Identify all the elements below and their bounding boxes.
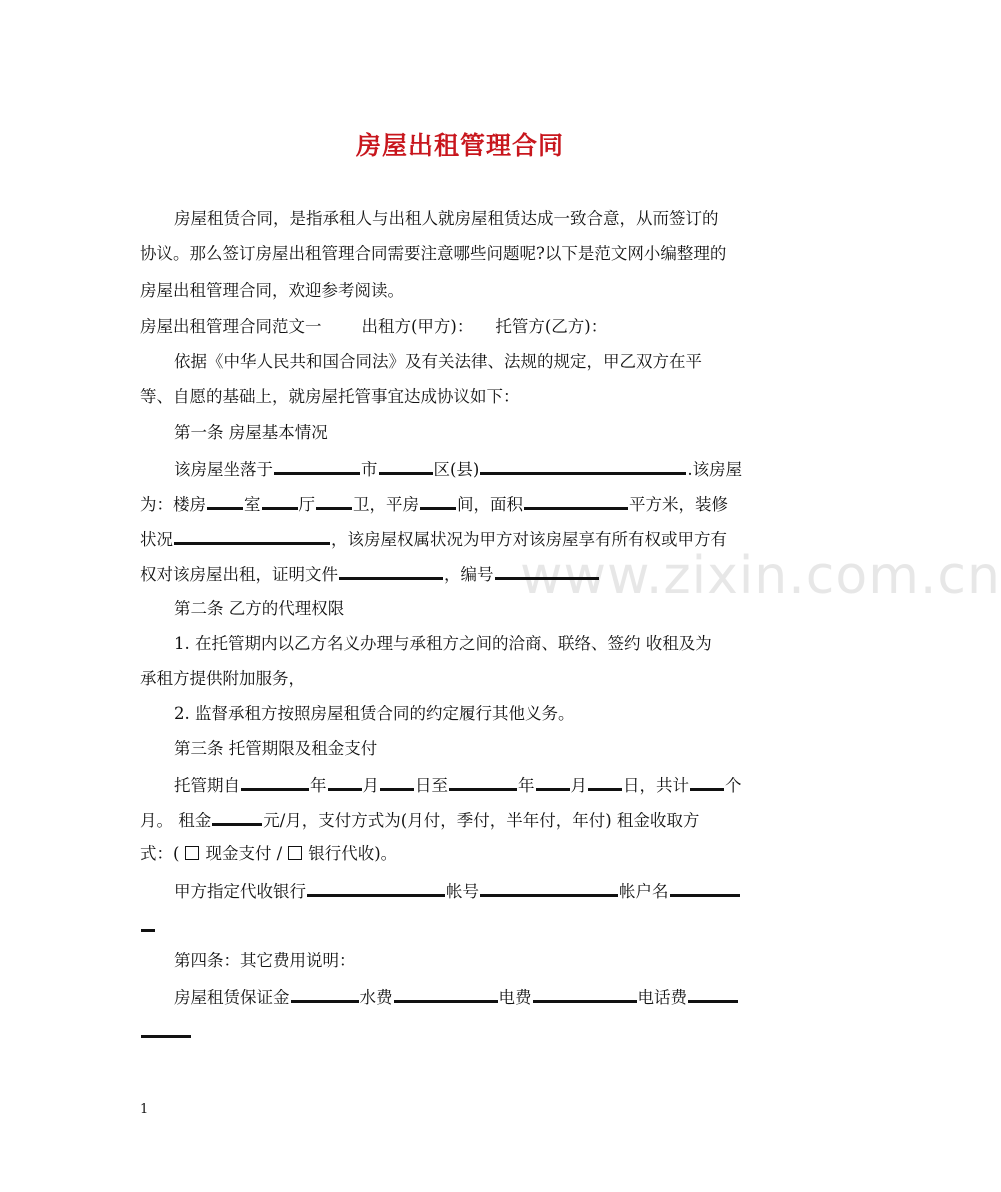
text: 水费 bbox=[359, 988, 393, 1007]
text: 室 bbox=[244, 495, 261, 514]
text: 现金支付 / bbox=[205, 844, 283, 863]
article-1-line-1 bbox=[174, 457, 742, 481]
text: 市 bbox=[361, 460, 378, 479]
intro-line-2: 协议。那么签订房屋出租管理合同需要注意哪些问题呢?以下是范文网小编整理的 bbox=[140, 244, 727, 263]
fill-blank-bank[interactable] bbox=[307, 879, 445, 897]
fill-blank-rooms[interactable] bbox=[207, 492, 243, 510]
text: 年 bbox=[310, 776, 327, 795]
fill-blank-water[interactable] bbox=[394, 985, 498, 1003]
text: 为：楼房 bbox=[140, 495, 206, 514]
header-line bbox=[140, 316, 607, 338]
fill-blank-address[interactable] bbox=[480, 457, 686, 475]
fill-blank-rent[interactable] bbox=[212, 808, 262, 826]
article-3-line-4-wrap bbox=[140, 914, 156, 938]
article-1-line-2 bbox=[140, 492, 728, 516]
text: 平方米，装修 bbox=[629, 495, 728, 514]
text: 甲方指定代收银行 bbox=[174, 882, 306, 901]
fill-blank-area[interactable] bbox=[524, 492, 628, 510]
text: 该房屋坐落于 bbox=[174, 460, 273, 479]
article-3-heading: 第三条 托管期限及租金支付 bbox=[174, 739, 378, 758]
article-3-line-1 bbox=[174, 773, 742, 797]
fill-blank-start-day[interactable] bbox=[380, 773, 414, 791]
text: 年 bbox=[518, 776, 535, 795]
text: 托管期自 bbox=[174, 776, 240, 795]
text: 银行代收)。 bbox=[308, 844, 398, 863]
document-title: 房屋出租管理合同 bbox=[355, 131, 564, 160]
fill-blank-end-month[interactable] bbox=[536, 773, 570, 791]
fill-blank-number[interactable] bbox=[495, 562, 599, 580]
article-3-line-3 bbox=[140, 843, 397, 865]
text: 间，面积 bbox=[457, 495, 523, 514]
text: 月 bbox=[362, 776, 379, 795]
text: 房屋租赁保证金 bbox=[174, 988, 290, 1007]
article-4-line-1-wrap bbox=[140, 1020, 192, 1044]
watermark: www.zixin.com.cn bbox=[520, 546, 1001, 606]
fill-blank-halls[interactable] bbox=[262, 492, 298, 510]
party-a-label: 出租方(甲方)： bbox=[361, 317, 474, 336]
fill-blank-district[interactable] bbox=[379, 457, 433, 475]
basis-line-2: 等、自愿的基础上，就房屋托管事宜达成协议如下： bbox=[140, 387, 520, 406]
fill-blank-phone-cont[interactable] bbox=[141, 1020, 191, 1038]
fill-blank-bungalow-rooms[interactable] bbox=[420, 492, 456, 510]
text: 月 bbox=[570, 776, 587, 795]
article-2-heading: 第二条 乙方的代理权限 bbox=[174, 599, 345, 618]
fill-blank-electricity[interactable] bbox=[533, 985, 637, 1003]
page-number: 1 bbox=[140, 1102, 149, 1117]
text: 个 bbox=[725, 776, 742, 795]
text: 日至 bbox=[415, 776, 448, 795]
article-4-heading: 第四条：其它费用说明： bbox=[174, 951, 356, 970]
text: 月。 租金 bbox=[140, 811, 212, 830]
party-b-label: 托管方(乙方)： bbox=[495, 317, 608, 336]
text: 电话费 bbox=[637, 988, 687, 1007]
basis-line-1: 依据《中华人民共和国合同法》及有关法律、法规的规定，甲乙双方在平 bbox=[174, 352, 702, 371]
fill-blank-certificate[interactable] bbox=[339, 562, 443, 580]
text: 权对该房屋出租，证明文件 bbox=[140, 565, 338, 584]
fill-blank-phone[interactable] bbox=[688, 985, 738, 1003]
fill-blank-city[interactable] bbox=[274, 457, 360, 475]
article-2-item-1-line-2: 承租方提供附加服务， bbox=[140, 669, 305, 688]
fill-blank-baths[interactable] bbox=[316, 492, 352, 510]
text: 状况 bbox=[140, 530, 173, 549]
article-1-line-3 bbox=[140, 527, 727, 551]
fill-blank-start-year[interactable] bbox=[241, 773, 309, 791]
article-1-heading: 第一条 房屋基本情况 bbox=[174, 423, 328, 442]
text: 区(县) bbox=[433, 460, 480, 479]
bank-checkbox[interactable] bbox=[288, 846, 302, 860]
fill-blank-decoration[interactable] bbox=[174, 527, 330, 545]
text: 式：( bbox=[140, 844, 180, 863]
fill-blank-start-month[interactable] bbox=[328, 773, 362, 791]
fill-blank-end-year[interactable] bbox=[449, 773, 517, 791]
text: 帐号 bbox=[446, 882, 479, 901]
fill-blank-account-name[interactable] bbox=[670, 879, 740, 897]
fill-blank-deposit[interactable] bbox=[291, 985, 359, 1003]
text: 厅 bbox=[298, 495, 315, 514]
text: .该房屋 bbox=[687, 460, 743, 479]
cash-checkbox[interactable] bbox=[185, 846, 199, 860]
text: 元/月，支付方式为(月付，季付，半年付，年付) 租金收取方 bbox=[263, 811, 700, 830]
article-1-line-4 bbox=[140, 562, 600, 586]
fill-blank-end-day[interactable] bbox=[588, 773, 622, 791]
text: 帐户名 bbox=[619, 882, 669, 901]
article-3-line-2 bbox=[140, 808, 699, 832]
text: 电费 bbox=[498, 988, 532, 1007]
intro-line-3: 房屋出租管理合同，欢迎参考阅读。 bbox=[140, 281, 404, 300]
text: ，该房屋权属状况为甲方对该房屋享有所有权或甲方有 bbox=[331, 530, 727, 549]
fill-blank-account-number[interactable] bbox=[480, 879, 618, 897]
text: ，编号 bbox=[444, 565, 494, 584]
fill-blank-total-months[interactable] bbox=[690, 773, 724, 791]
article-2-item-2: 2. 监督承租方按照房屋租赁合同的约定履行其他义务。 bbox=[174, 704, 575, 723]
article-2-item-1-line-1: 1. 在托管期内以乙方名义办理与承租方之间的洽商、联络、签约 收租及为 bbox=[174, 634, 712, 653]
intro-line-1: 房屋租赁合同，是指承租人与出租人就房屋租赁达成一致合意，从而签订的 bbox=[174, 209, 719, 228]
text: 日，共计 bbox=[623, 776, 689, 795]
text: 卫，平房 bbox=[353, 495, 419, 514]
fill-blank-account-name-cont[interactable] bbox=[141, 914, 155, 932]
article-3-line-4 bbox=[174, 879, 741, 903]
article-4-line-1 bbox=[174, 985, 739, 1009]
template-name: 房屋出租管理合同范文一 bbox=[140, 317, 322, 336]
